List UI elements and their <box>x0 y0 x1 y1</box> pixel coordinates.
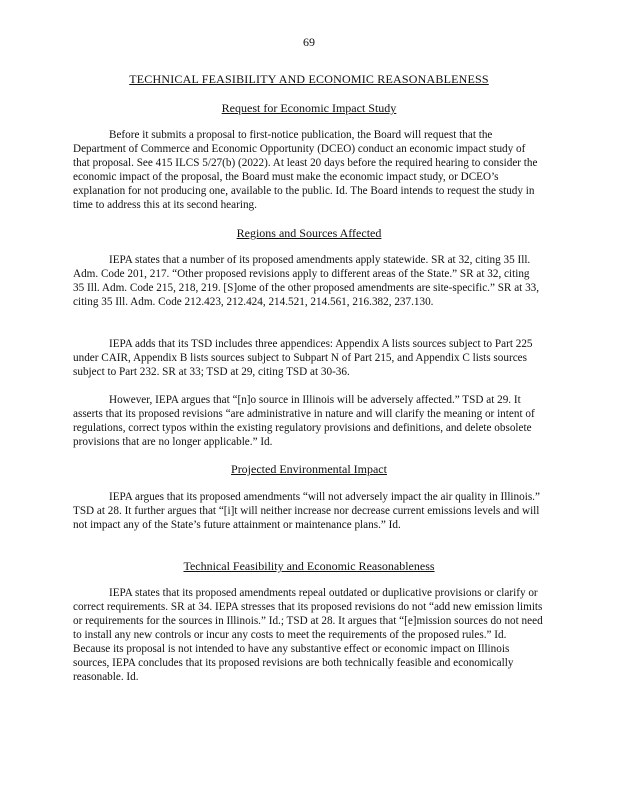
paragraph: However, IEPA argues that “[n]o source in Illinois will be adversely affected.” TSD at 29. It asserts that its proposed revisions “are administrative in nature and will clarify the meaning or intent of regulations, correct typos within the existing regulatory provisions and definitions, and delete obsolete provisions that are no longer applicable.” Id. <box>73 394 535 448</box>
section-heading-technical-feasibility: Technical Feasibility and Economic Reasonableness <box>183 559 435 573</box>
paragraph: IEPA states that a number of its proposed amendments apply statewide. SR at 32, citing 35 Ill. Adm. Code 201, 217. “Other proposed revisions apply to different areas of the State.” SR at 32, citing 35 Ill. Adm. Code 215, 218, 219. [S]ome of the other proposed amendments are site-specific.” SR at 33, citing 35 Ill. Adm. Code 212.423, 212.424, 214.521, 214.561, 216.382, 237.130. <box>73 254 540 308</box>
paragraph: IEPA states that its proposed amendments repeal outdated or duplicative provisions or clarify or correct requirements. SR at 34. IEPA stresses that its proposed revisions do not “add new emission limits or requirements for the sources in Illinois.” Id.; TSD at 28. It argues that “[e]mission sources do not need to install any new controls or incur any costs to meet the requirements of the proposed rules.” Id. Because its proposal is not intended to have any substantive effect or economic impact on Illinois sources, IEPA concludes that its proposed revisions are both technically feasible and economically reasonable. Id. <box>73 587 543 683</box>
paragraph: IEPA adds that its TSD includes three appendices: Appendix A lists sources subject to Part 225 under CAIR, Appendix B lists sources subject to Subpart N of Part 215, and Appendix C lists sources subject to Part 232. SR at 33; TSD at 29, citing TSD at 30-36. <box>73 338 533 378</box>
section-heading-regions-sources: Regions and Sources Affected <box>236 226 382 240</box>
paragraph: Before it submits a proposal to first-notice publication, the Board will request that the Department of Commerce and Economic Opportunity (DCEO) conduct an economic impact study of that proposal. See 415 ILCS 5/27(b) (2022). At least 20 days before the required hearing to consider the economic impact of the proposal, the Board must make the economic impact study, or DCEO’s explanation for not producing one, available to the public. Id. The Board intends to request the study in time to address this at its second hearing. <box>73 129 538 211</box>
section-heading-economic-impact-study: Request for Economic Impact Study <box>221 101 397 115</box>
page-number: 69 <box>303 35 315 49</box>
main-heading: TECHNICAL FEASIBILITY AND ECONOMIC REASONABLENESS <box>129 72 489 86</box>
paragraph: IEPA argues that its proposed amendments “will not adversely impact the air quality in Illinois.” TSD at 28. It further argues that “[i]t will neither increase nor decrease current emissions levels and will not impact any of the State’s future attainment or maintenance plans.” Id. <box>73 491 540 531</box>
section-heading-environmental-impact: Projected Environmental Impact <box>231 462 387 476</box>
